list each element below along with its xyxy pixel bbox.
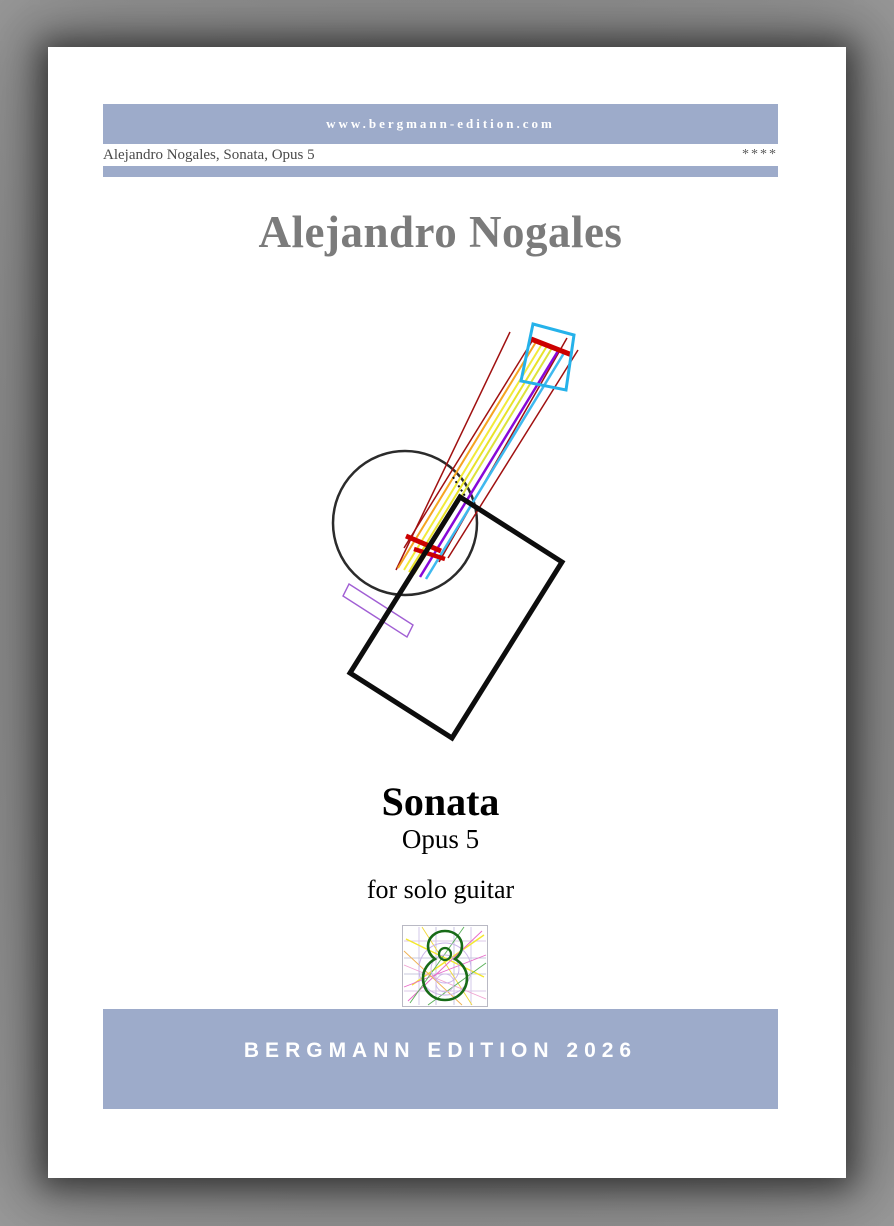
work-title: Sonata [381, 779, 500, 824]
thin-divider-bar [103, 166, 778, 177]
publisher-line: BERGMANN EDITION 2026 [243, 1039, 638, 1062]
publisher-guitar-logo-icon [402, 925, 488, 1007]
composer-name: Alejandro Nogales [258, 207, 623, 257]
abstract-guitar-line-art-icon [300, 300, 600, 760]
opus-number: Opus 5 [401, 824, 480, 854]
top-banner [103, 104, 778, 144]
title-block [103, 780, 778, 905]
neck-outline [396, 332, 578, 570]
rating-stars: **** [742, 147, 778, 162]
publisher-website-link[interactable]: www.bergmann-edition.com [326, 116, 555, 131]
reference-line [103, 144, 778, 166]
instrumentation: for solo guitar [366, 875, 515, 905]
score-cover-page [48, 47, 846, 1178]
bottom-banner [103, 1009, 778, 1109]
reference-text: Alejandro Nogales, Sonata, Opus 5 [103, 146, 315, 163]
